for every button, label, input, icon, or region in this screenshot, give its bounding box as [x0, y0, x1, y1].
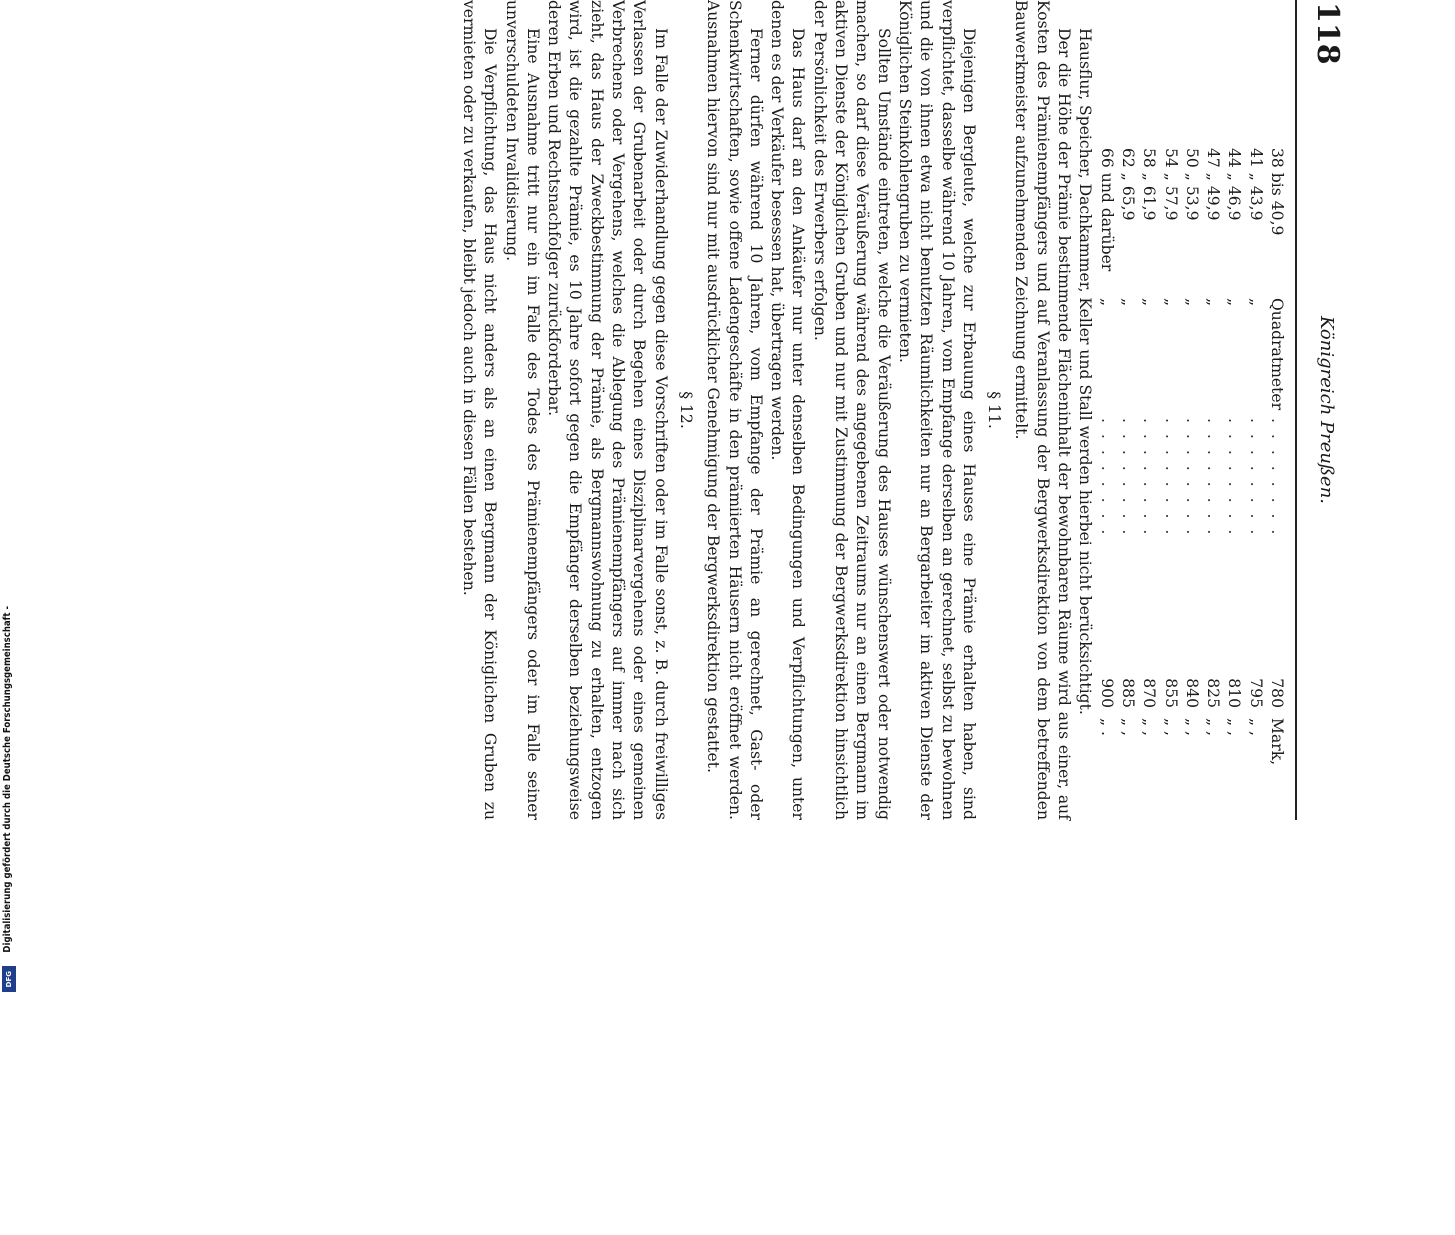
- table-cell-currency: „ ,: [1204, 718, 1223, 736]
- paragraph: Der die Höhe der Prämie bestimmende Flächeninhalt der bewohnbaren Räume wird aus einer, auf Kosten des Prämienempfängers und auf Veranlassung der Bergwerksdirektion von dem betreffenden Bauwerkmeister aufzunehmenden Zeichnung ermittelt.: [1012, 0, 1074, 820]
- table-cell-range: 38 bis 40,9: [1268, 148, 1286, 236]
- table-cell-range: 62 „ 65,9: [1118, 148, 1137, 221]
- table-cell-range: 47 „ 49,9: [1204, 148, 1223, 221]
- table-cell-unit: „: [1246, 298, 1265, 307]
- table-cell-amount: 825: [1204, 678, 1223, 708]
- table-cell-currency: Mark,: [1268, 718, 1286, 766]
- paragraph: Hausflur, Speicher, Dachkammer, Keller und Stall werden hierbei nicht berücksichtigt.: [1076, 28, 1095, 715]
- page-number: 118: [1310, 2, 1345, 65]
- table-cell-dots: . . . . . . . .: [1097, 418, 1116, 538]
- table-cell-amount: 780: [1268, 678, 1286, 708]
- paragraph: Die Verpflichtung, das Haus nicht anders als an einen Bergmann der Königlichen Gruben zu vermieten oder zu verkaufen, bleibt jedoch auch in diesen Fällen bestehen.: [460, 0, 500, 820]
- table-row: [1181, 0, 1202, 820]
- table-cell-currency: „ ,: [1118, 718, 1137, 736]
- table-cell-currency: „ ,: [1140, 718, 1159, 736]
- table-cell-amount: 795: [1246, 678, 1265, 708]
- premium-table: [1095, 0, 1287, 820]
- table-cell-range: 50 „ 53,9: [1182, 148, 1201, 221]
- page-body: [458, 0, 1287, 820]
- table-cell-unit: „: [1097, 298, 1116, 307]
- table-cell-amount: 870: [1140, 678, 1159, 708]
- paragraph: Sollten Umstände eintreten, welche die Veräußerung des Hauses wünschenswert oder notwendig machen, so darf diese Veräußerung während des angegebenen Zeitraums nur an einen Bergmann im aktiven Dienste der Königlichen Gruben und nur mit Zustimmung der Bergwerksdirektion hinsichtlich der Persönlichkeit des Erwerbers erfolgen.: [810, 0, 893, 820]
- table-cell-dots: . . . . . . . .: [1140, 418, 1159, 538]
- table-cell-amount: 855: [1161, 678, 1180, 708]
- table-cell-amount: 810: [1225, 678, 1244, 708]
- table-cell-range: 41 „ 43,9: [1246, 148, 1265, 221]
- dfg-logo: DFG: [2, 966, 16, 992]
- running-head: Königreich Preußen.: [1316, 315, 1337, 505]
- table-cell-dots: . . . . . . . .: [1225, 418, 1244, 538]
- paragraph: Ferner dürfen während 10 Jahren, vom Empfange der Prämie an gerechnet, Gast- oder Schenkwirtschaften, sowie offene Ladengeschäfte in den prämiierten Häusern nicht eröffnet werden. Ausnahmen hiervon sind nur mit ausdrücklicher Genehmigung der Bergwerksdirektion gestattet.: [704, 0, 765, 820]
- table-cell-amount: 840: [1182, 678, 1201, 708]
- table-row: [1138, 0, 1159, 820]
- table-cell-range: 66 und darüber: [1097, 148, 1116, 272]
- digitization-note: Digitalisierung gefördert durch die Deutsche Forschungsgemeinschaft -: [2, 606, 13, 953]
- section-heading-12: § 12.: [676, 391, 695, 429]
- table-cell-unit: „: [1225, 298, 1244, 307]
- table-cell-dots: . . . . . . . .: [1161, 418, 1180, 538]
- table-cell-unit: „: [1161, 298, 1180, 307]
- table-cell-dots: . . . . . . . .: [1246, 418, 1265, 538]
- paragraph: Diejenigen Bergleute, welche zur Erbauung eines Hauses eine Prämie erhalten haben, sind verpflichtet, dasselbe während 10 Jahren, vom Empfange derselben an gerechnet, selbst zu bewohnen und die von ihnen etwa nicht benutzten Räumlichkeiten nur an Bergarbeiter im aktiven Dienste der Königlichen Steinkohlengruben zu vermieten.: [895, 0, 978, 820]
- side-strip: [0, 0, 20, 1000]
- table-cell-currency: „ .: [1097, 718, 1116, 736]
- table-cell-unit: Quadratmeter: [1268, 298, 1286, 411]
- table-cell-unit: „: [1118, 298, 1137, 307]
- table-cell-dots: . . . . . . . .: [1204, 418, 1223, 538]
- table-cell-dots: . . . . . . . .: [1268, 418, 1286, 538]
- table-cell-range: 44 „ 46,9: [1225, 148, 1244, 221]
- table-row: [1117, 0, 1138, 820]
- table-cell-currency: „ ,: [1246, 718, 1265, 736]
- paragraph: Im Falle der Zuwiderhandlung gegen diese Vorschriften oder im Falle sonst, z. B. durch freiwilliges Verlassen der Grubenarbeit oder durch Begehen eines Disziplinarvergehens oder eines gemeinen Verbrechens oder Vergehens, welches die Ablegung des Prämienempfängers auf immer nach sich zieht, das Haus der Zweckbestimmung der Prämie, als Bergmannswohnung zu erhalten, entzogen wird, ist die gezahlte Prämie, es 10 Jahre sofort gegen die Empfänger derselben beziehungsweise deren Erben und Rechtsnachfolger zurückforderbar.: [545, 0, 670, 820]
- section-heading-11: § 11.: [985, 391, 1004, 429]
- table-row: [1244, 0, 1265, 820]
- table-cell-currency: „ ,: [1225, 718, 1244, 736]
- table-cell-currency: „ ,: [1182, 718, 1201, 736]
- table-cell-amount: 885: [1118, 678, 1137, 708]
- paragraph: Eine Ausnahme tritt nur ein im Falle des Todes des Prämienempfängers oder im Falle seiner unverschuldeten Invalidisierung.: [502, 0, 542, 820]
- table-cell-unit: „: [1204, 298, 1223, 307]
- paragraph: Das Haus darf an den Ankäufer nur unter denselben Bedingungen und Verpflichtungen, unter denen es der Verkäufer besessen hat, übertragen werden.: [768, 0, 808, 820]
- table-cell-dots: . . . . . . . .: [1118, 418, 1137, 538]
- table-row: [1266, 0, 1287, 820]
- document-page: [460, 0, 1345, 1235]
- table-row: [1095, 0, 1116, 820]
- table-cell-unit: „: [1140, 298, 1159, 307]
- table-row: [1159, 0, 1180, 820]
- table-cell-unit: „: [1182, 298, 1201, 307]
- table-cell-dots: . . . . . . . .: [1182, 418, 1201, 538]
- table-cell-currency: „ ,: [1161, 718, 1180, 736]
- table-cell-range: 58 „ 61,9: [1140, 148, 1159, 221]
- table-row: [1202, 0, 1223, 820]
- table-cell-amount: 900: [1097, 678, 1116, 708]
- table-row: [1223, 0, 1244, 820]
- table-cell-range: 54 „ 57,9: [1161, 148, 1180, 221]
- page-header: [1295, 0, 1345, 820]
